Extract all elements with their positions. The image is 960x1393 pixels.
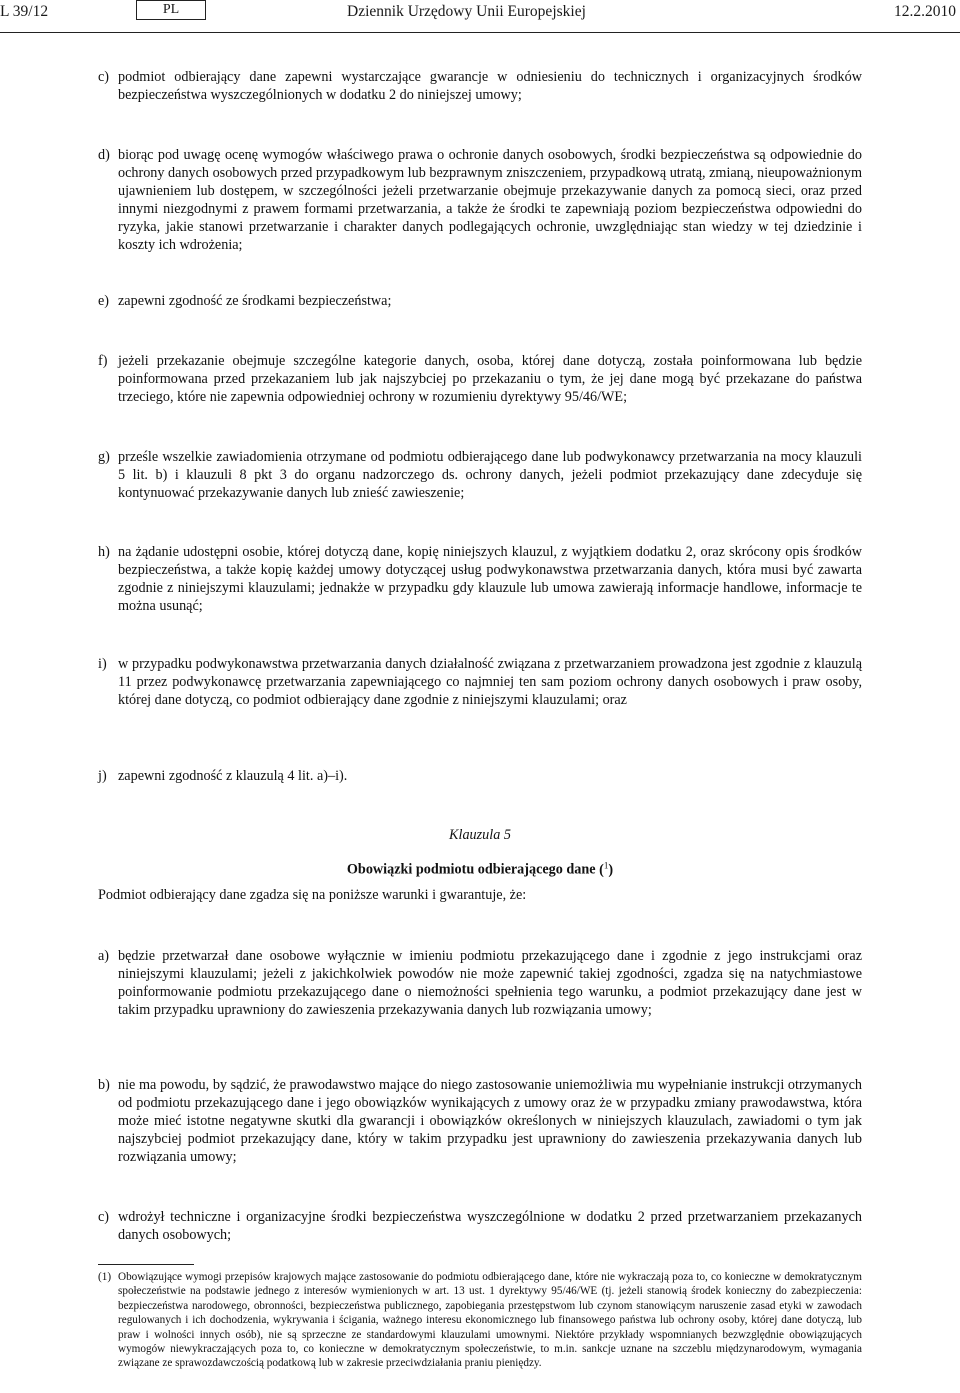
clause-intro: Podmiot odbierający dane zgadza się na poniższe warunki i gwarantuje, że: <box>98 887 527 903</box>
clause-label: h) <box>98 544 110 560</box>
clause-item <box>98 767 862 785</box>
clause-label: j) <box>98 768 107 784</box>
clause-text: w przypadku podwykonawstwa przetwarzania danych działalność związana z przetwarzaniem prowadzona jest zgodnie z klauzulą 11 przez podwykonawcę przetwarzania zapewniającego co najmniej ten sam poziom ochrony danych osobowych i praw osoby, której dane dotyczą, co podmiot odbierający dane zgodnie z niniejszymi klauzulami; oraz <box>118 656 862 708</box>
clause-item <box>98 68 862 104</box>
clause-item <box>98 543 862 615</box>
clause-item <box>98 352 862 406</box>
clause-item <box>98 448 862 502</box>
footnote <box>98 1270 862 1371</box>
clause-label: d) <box>98 147 110 163</box>
clause-label: a) <box>98 948 110 964</box>
footnote-number: (1) <box>98 1271 112 1283</box>
clause-title-text: Obowiązki podmiotu odbierającego dane <box>346 861 596 878</box>
language-badge: PL <box>136 0 206 20</box>
clause-title <box>98 856 862 879</box>
clause-label: b) <box>98 1077 110 1093</box>
clause-label: c) <box>98 69 110 85</box>
clause-number: Klauzula 5 <box>449 827 511 843</box>
clause-text: zapewni zgodność ze środkami bezpieczeństwa; <box>118 293 392 309</box>
publication-date: 12.2.2010 <box>894 3 956 20</box>
clause-item <box>98 292 862 310</box>
clause-item <box>98 146 862 254</box>
clause-text: nie ma powodu, by sądzić, że prawodawstwo mające do niego zastosowanie uniemożliwia mu wypełnianie instrukcji otrzymanych od podmiotu przekazującego dane i jego obowiązków wynikających z umowy oraz że w przypadku zmiany prawodawstwa, która może mieć istotne negatywne skutki dla gwarancji i obowiązków określonych w niniejszych klauzulach, zawiadomi o tym jak najszybciej podmiot przekazujący dane, który w takim przypadku jest uprawniony do zawieszenia przekazywania danych lub rozwiązania umowy; <box>118 1077 862 1165</box>
clause-text: podmiot odbierający dane zapewni wystarczające gwarancje w odniesieniu do technicznych i organizacyjnych środków bezpieczeństwa wyszczególnionych w dodatku 2 do niniejszej umowy; <box>118 69 862 103</box>
clause-text: na żądanie udostępni osobie, której dotyczą dane, kopię niniejszych klauzul, z wyjątkiem dodatku 2, oraz skrócony opis środków bezpieczeństwa, a także kopię każdej umowy dotyczącej usług podwykonawstwa przetwarzania danych, która musi być zawarta zgodnie z niniejszymi klauzulami; jednakże w przypadku gdy klauzule lub umowa zawierają informacje handlowe, informacje te można usunąć; <box>118 544 862 614</box>
header-rule <box>0 32 960 33</box>
clause-label: i) <box>98 656 107 672</box>
page-reference: L 39/12 <box>0 3 49 20</box>
footnote-rule <box>98 1264 194 1265</box>
footnote-text: Obowiązujące wymogi przepisów krajowych mające zastosowanie do podmiotu odbierającego dane, które nie wykraczają poza to, co konieczne w demokratycznym społeczeństwie na podstawie jednego z interesów wymienionych w art. 13 ust. 1 dyrektywy 95/46/WE (tj. jeżeli stanowią środek konieczny do zabezpieczenia: bezpieczeństwa narodowego, obronności, bezpieczeństwa publicznego, zapobiegania przestępstwom lub czynom stanowiącym naruszenie zasad etyki w zawodach regulowanych i ich dochodzenia, wykrywania i ścigania, ważnego interesu ekonomicznego lub finansowego państwa lub ochrony osoby, której dane dotyczą, lub praw i wolności innych osób), nie są sprzeczne ze standardowymi klauzulami umownymi. Niektóre przykłady wspomnianych bezwzględnie obowiązujących wymogów niewykraczających poza to, co konieczne w demokratycznym społeczeństwie, to m.in. sankcje uznane na szczeblu międzynarodowym, wymagania związane ze sprawozdawczością podatkową lub w zakresie przeciwdziałania praniu pieniędzy. <box>118 1271 862 1370</box>
footnote-reference: ($^1$) <box>599 860 614 878</box>
journal-title: Dziennik Urzędowy Unii Europejskiej <box>347 3 586 20</box>
clause-text: będzie przetwarzał dane osobowe wyłącznie w imieniu podmiotu przekazującego dane i zgodnie z jego instrukcjami oraz niniejszymi klauzulami; jeżeli z jakichkolwiek powodów nie może zapewnić takiej zgodności, zgadza się na natychmiastowe poinformowanie podmiotu przekazującego dane o niemożności spełnienia tego warunku, a podmiot przekazujący dane jest w takim przypadku uprawniony do zawieszenia przekazywania danych lub rozwiązania umowy; <box>118 948 862 1018</box>
clause-item <box>98 1076 862 1166</box>
clause-item <box>98 1208 862 1244</box>
page-header <box>0 0 960 36</box>
clause-text: biorąc pod uwagę ocenę wymogów właściwego prawa o ochronie danych osobowych, środki bezpieczeństwa są odpowiednie do ochrony danych osobowych przed przypadkowym lub bezprawnym zniszczeniem, przypadkową utratą, zmianą, nieupoważnionym ujawnieniem lub dostępem, w szczególności jeżeli przetwarzanie obejmuje przekazywanie danych za pomocą sieci, oraz przed innymi niezgodnymi z prawem formami przetwarzania, a także że środki te zapewniają poziom bezpieczeństwa odpowiedni do ryzyka, jakie stanowi przetwarzanie i charakter danych podlegających ochronie, uwzględniając stan wiedzy w tej dziedzinie i koszty ich wdrożenia; <box>118 147 862 253</box>
clause-label: e) <box>98 293 110 309</box>
clause-item <box>98 947 862 1019</box>
clause-item <box>98 655 862 709</box>
clause-label: g) <box>98 449 110 465</box>
clause-label: f) <box>98 353 108 369</box>
clause-text: jeżeli przekazanie obejmuje szczególne kategorie danych, osoba, której dane dotyczą, została poinformowana lub będzie poinformowana przed przekazaniem lub jak najszybciej po przekazaniu o tym, że jej dane mogą być przekazane do państwa trzeciego, które nie zapewnia odpowiedniej ochrony w rozumieniu dyrektywy 95/46/WE; <box>118 353 862 405</box>
clause-label: c) <box>98 1209 110 1225</box>
clause-text: prześle wszelkie zawiadomienia otrzymane od podmiotu odbierającego dane lub podwykonawcy przetwarzania na mocy klauzuli 5 lit. b) i klauzuli 8 pkt 3 do organu nadzorczego ds. ochrony danych, jeżeli podmiot przekazujący dane zdecyduje się kontynuować przekazywanie danych lub znieść zawieszenie; <box>118 449 862 501</box>
clause-text: wdrożył techniczne i organizacyjne środki bezpieczeństwa wyszczególnione w dodatku 2 przed przetwarzaniem przekazanych danych osobowych; <box>118 1209 862 1243</box>
clause-text: zapewni zgodność z klauzulą 4 lit. a)–i). <box>118 768 348 784</box>
